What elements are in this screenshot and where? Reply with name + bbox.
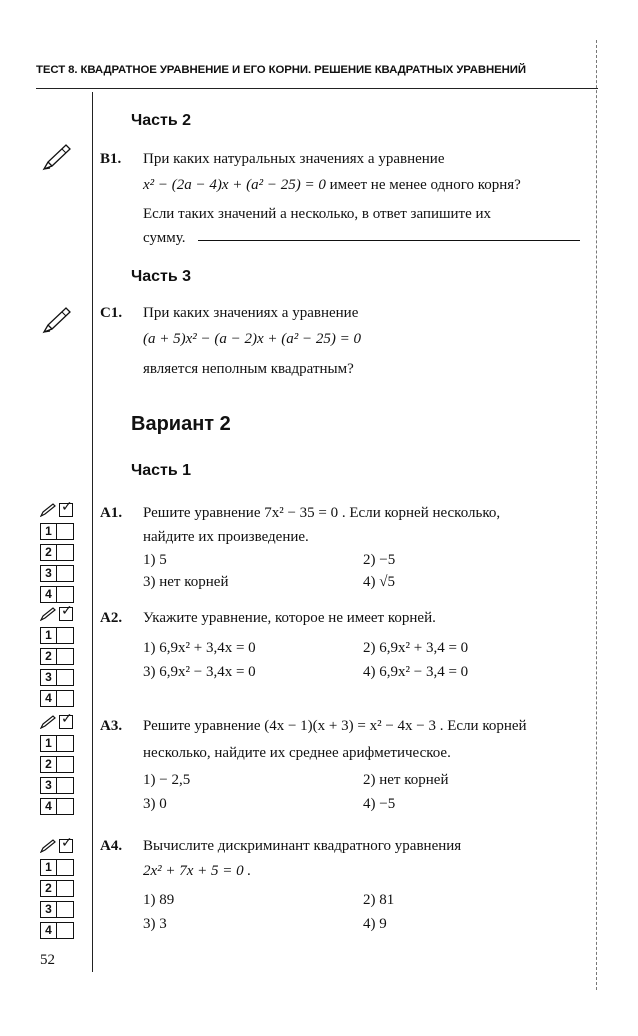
a4-option-1: 1) 89 — [143, 892, 175, 908]
check-icon: ✓ — [61, 499, 73, 515]
c1-line3: является неполным квадратным? — [143, 361, 354, 377]
a1-option-1: 1) 5 — [143, 552, 167, 568]
header-divider — [36, 88, 598, 89]
a3-option-1: 1) − 2,5 — [143, 772, 191, 788]
a2-option-2: 2) 6,9x² + 3,4 = 0 — [363, 640, 469, 656]
part3-title: Часть 3 — [131, 268, 192, 285]
answer-header — [40, 500, 90, 520]
page-edge-line — [596, 40, 597, 990]
answer-boxes-a3 — [40, 712, 90, 817]
check-icon: ✓ — [61, 603, 73, 619]
b1-line2-tail: имеет не менее одного корня? — [325, 177, 521, 193]
a3-line2: несколько, найдите их среднее арифметическое. — [143, 745, 451, 761]
c1-equation: (a + 5)x² − (a − 2)x + (a² − 25) = 0 — [143, 331, 362, 347]
answer-option-box[interactable]: 3 — [40, 667, 90, 687]
a2-option-1: 1) 6,9x² + 3,4x = 0 — [143, 640, 256, 656]
a2-option-3: 3) 6,9x² − 3,4x = 0 — [143, 664, 256, 680]
pencil-icon — [40, 839, 56, 853]
answer-header — [40, 836, 90, 856]
a4-line1: Вычислите дискриминант квадратного уравнения — [143, 838, 462, 854]
answer-option-box[interactable]: 2 — [40, 878, 90, 898]
check-icon: ✓ — [61, 711, 73, 727]
a3-option-4: 4) −5 — [363, 796, 396, 812]
answer-option-box[interactable]: 2 — [40, 646, 90, 666]
part2-title: Часть 2 — [131, 112, 192, 129]
b1-line1: При каких натуральных значениях a уравнение — [143, 151, 445, 167]
answer-line[interactable] — [198, 240, 580, 241]
a3-option-2: 2) нет корней — [363, 772, 449, 788]
c1-label: C1. — [100, 305, 123, 321]
a1-label: A1. — [100, 505, 123, 521]
pencil-icon — [40, 142, 72, 172]
a4-option-4: 4) 9 — [363, 916, 387, 932]
a3-option-3: 3) 0 — [143, 796, 167, 812]
answer-boxes-a1 — [40, 500, 90, 605]
a2-option-4: 4) 6,9x² − 3,4 = 0 — [363, 664, 469, 680]
b1-equation: x² − (2a − 4)x + (a² − 25) = 0 — [143, 177, 326, 193]
answer-option-box[interactable]: 2 — [40, 542, 90, 562]
page-number: 52 — [40, 952, 55, 968]
answer-option-box[interactable]: 4 — [40, 796, 90, 816]
a1-option-3: 3) нет корней — [143, 574, 229, 590]
margin-divider — [92, 92, 93, 972]
a1-option-2: 2) −5 — [363, 552, 396, 568]
b1-line3: Если таких значений a несколько, в ответ запишите их — [143, 206, 492, 222]
answer-option-box[interactable]: 1 — [40, 625, 90, 645]
answer-header — [40, 604, 90, 624]
a3-line1: Решите уравнение (4x − 1)(x + 3) = x² − 4x − 3 . Если корней — [143, 718, 527, 734]
answer-boxes-a4 — [40, 836, 90, 941]
answer-option-box[interactable]: 3 — [40, 563, 90, 583]
answer-option-box[interactable]: 2 — [40, 754, 90, 774]
part1-title: Часть 1 — [131, 462, 192, 479]
answer-option-box[interactable]: 4 — [40, 688, 90, 708]
b1-label: B1. — [100, 151, 122, 167]
a4-option-2: 2) 81 — [363, 892, 395, 908]
answer-option-box[interactable]: 1 — [40, 857, 90, 877]
answer-boxes-a2 — [40, 604, 90, 709]
variant-title: Вариант 2 — [131, 413, 231, 435]
pencil-icon — [40, 305, 72, 335]
a4-option-3: 3) 3 — [143, 916, 167, 932]
answer-option-box[interactable]: 3 — [40, 775, 90, 795]
answer-option-box[interactable]: 3 — [40, 899, 90, 919]
check-icon: ✓ — [61, 835, 73, 851]
answer-option-box[interactable]: 1 — [40, 521, 90, 541]
a1-line2: найдите их произведение. — [143, 529, 309, 545]
c1-line1: При каких значениях a уравнение — [143, 305, 359, 321]
a3-label: A3. — [100, 718, 123, 734]
pencil-icon — [40, 503, 56, 517]
b1-line2 — [143, 172, 521, 198]
b1-line4: сумму. — [143, 230, 186, 246]
answer-option-box[interactable]: 4 — [40, 920, 90, 940]
a2-line1: Укажите уравнение, которое не имеет корней. — [143, 610, 436, 626]
answer-option-box[interactable]: 4 — [40, 584, 90, 604]
a4-label: A4. — [100, 838, 123, 854]
pencil-icon — [40, 607, 56, 621]
a2-label: A2. — [100, 610, 123, 626]
pencil-icon — [40, 715, 56, 729]
a1-option-4: 4) √5 — [363, 574, 395, 590]
a4-line2: 2x² + 7x + 5 = 0 . — [143, 863, 252, 879]
page-header-title: ТЕСТ 8. КВАДРАТНОЕ УРАВНЕНИЕ И ЕГО КОРНИ. РЕШЕНИЕ КВАДРАТНЫХ УРАВНЕНИЙ — [36, 64, 526, 76]
a1-line1: Решите уравнение 7x² − 35 = 0 . Если корней несколько, — [143, 505, 501, 521]
answer-option-box[interactable]: 1 — [40, 733, 90, 753]
answer-header — [40, 712, 90, 732]
